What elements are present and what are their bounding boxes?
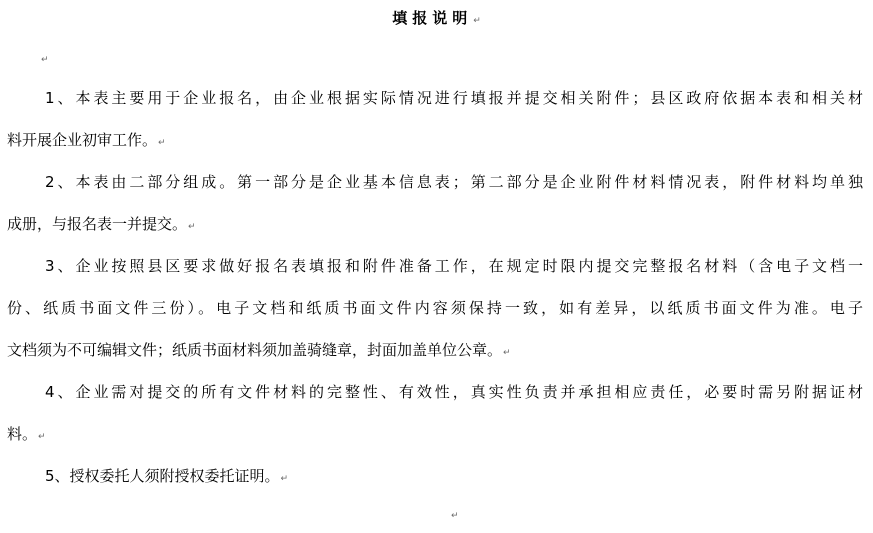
paragraph-mark-icon: ↵ — [280, 474, 289, 484]
instruction-paragraph-3 — [7, 245, 863, 374]
instruction-paragraph-1 — [7, 77, 863, 164]
paragraph-line: 1、本表主要用于企业报名，由企业根据实际情况进行填报并提交相关附件；县区政府依据本表和相关材 — [45, 89, 863, 107]
paragraph-line-text: 成册，与报名表一并提交。 — [7, 215, 188, 233]
paragraph-line-text: 料开展企业初审工作。 — [7, 131, 158, 149]
paragraph-line: 3、企业按照县区要求做好报名表填报和附件准备工作，在规定时限内提交完整报名材料（含电子文档一 — [45, 257, 863, 275]
paragraph-line-last — [7, 329, 863, 374]
paragraph-mark-icon: ↵ — [451, 511, 459, 521]
paragraph-mark-icon: ↵ — [473, 16, 481, 26]
paragraph-line-last — [7, 455, 863, 500]
paragraph-line: 2、本表由二部分组成。第一部分是企业基本信息表；第二部分是企业附件材料情况表，附件材料均单独 — [45, 173, 863, 191]
paragraph-line-text: 料。 — [7, 425, 38, 443]
paragraph-mark-icon: ↵ — [503, 348, 511, 358]
instruction-paragraph-5 — [7, 455, 863, 500]
instruction-paragraph-4 — [7, 371, 863, 458]
paragraph-mark-icon: ↵ — [158, 138, 166, 148]
paragraph-mark-icon: ↵ — [41, 55, 49, 65]
paragraph-line: 份、纸质书面文件三份）。电子文档和纸质书面文件内容须保持一致，如有差异，以纸质书面文件为准。电子 — [7, 299, 863, 317]
paragraph-line-text: 文档须为不可编辑文件；纸质书面材料须加盖骑缝章，封面加盖单位公章。 — [7, 341, 503, 359]
paragraph-mark-icon: ↵ — [38, 432, 46, 442]
paragraph-mark-icon: ↵ — [188, 222, 196, 232]
paragraph-line: 4、企业需对提交的所有文件材料的完整性、有效性，真实性负责并承担相应责任，必要时需另附据证材 — [45, 383, 863, 401]
paragraph-line-last — [7, 119, 863, 164]
title-text: 填报说明 — [392, 9, 473, 27]
paragraph-line-last — [7, 203, 863, 248]
paragraph-line-text: 5、授权委托人须附授权委托证明。 — [45, 467, 280, 485]
instruction-paragraph-2 — [7, 161, 863, 248]
document-title — [0, 6, 873, 33]
paragraph-line-last — [7, 413, 863, 458]
